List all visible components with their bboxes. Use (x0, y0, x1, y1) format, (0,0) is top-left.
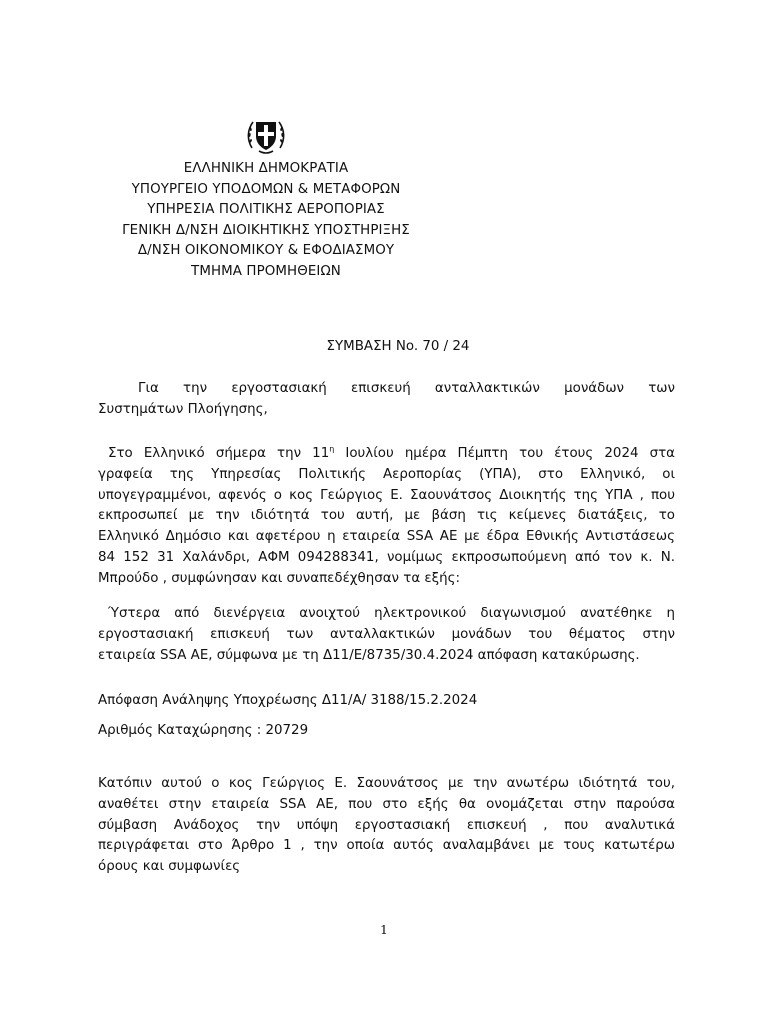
paragraph-line: εργοστασιακή επισκευή των ανταλλακτικών μονάδων του θέματος στην (98, 626, 675, 642)
paragraph-parties (98, 444, 675, 590)
paragraph-line: αναθέτει στην εταιρεία SSA AE, που στο εξής θα ονομάζεται στην παρούσα (98, 796, 675, 812)
header-line-department: ΤΜΗΜΑ ΠΡΟΜΗΘΕΙΩΝ (191, 263, 341, 279)
issuer-header (100, 159, 432, 282)
paragraph-assignment (98, 774, 675, 878)
subject-line: Για την εργοστασιακή επισκευή ανταλλακτικών μονάδων των (138, 381, 675, 396)
header-line-general-directorate: ΓΕΝΙΚΗ Δ/ΝΣΗ ΔΙΟΙΚΗΤΙΚΗΣ ΥΠΟΣΤΗΡΙΞΗΣ (122, 222, 410, 238)
paragraph-line: σύμβαση Ανάδοχος την υπόψη εργοστασιακή επισκευή , που αναλυτικά (98, 817, 675, 833)
paragraph-line: Κατόπιν αυτού ο κος Γεώργιος Ε. Σαουνάτσος με την ανωτέρω ιδιότητά του, (98, 776, 675, 791)
paragraph-line: Μπρούδο , συμφώνησαν και συναπεδέχθησαν τα εξής: (98, 570, 460, 586)
registration-number: Αριθμός Καταχώρησης : 20729 (98, 723, 309, 738)
paragraph-line: γραφεία της Υπηρεσίας Πολιτικής Αεροπορίας (ΥΠΑ), στο Ελληνικό, οι (98, 466, 675, 482)
greek-coat-of-arms-icon (244, 114, 288, 158)
paragraph-line: εκπροσωπεί με την ιδιότητά του αυτή, με βάση τις κείμενες διατάξεις, το (98, 508, 675, 524)
paragraph-line: υπογεγραμμένοι, αφενός ο κος Γεώργιος Ε. Σαουνάτσος Διοικητής της ΥΠΑ , που (98, 487, 675, 503)
contract-subject (98, 379, 675, 421)
commitment-decision: Απόφαση Ανάληψης Υποχρέωσης Δ11/Α/ 3188/15.2.2024 (98, 693, 478, 708)
paragraph-line: Στο Ελληνικό σήμερα την $11^\eta$ Ιουλίου ημέρα Πέμπτη του έτους 2024 στα (108, 444, 675, 461)
subject-line: Συστημάτων Πλοήγησης, (98, 401, 268, 417)
paragraph-line: 84 152 31 Χαλάνδρι, ΑΦΜ 094288341, νομίμως εκπροσωπούμενη από τον κ. Ν. (98, 549, 675, 565)
paragraph-award (98, 604, 675, 666)
paragraph-line: όρους και συμφωνίες (98, 859, 241, 875)
contract-title: ΣΥΜΒΑΣΗ No. 70 / 24 (326, 339, 470, 354)
page-number: 1 (380, 922, 388, 937)
header-line-directorate: Δ/ΝΣΗ ΟΙΚΟΝΟΜΙΚΟΥ & ΕΦΟΔΙΑΣΜΟΥ (137, 243, 395, 258)
paragraph-line: περιγράφεται στο Άρθρο 1 , την οποία αυτός αναλαμβάνει με τους κατωτέρω (98, 838, 675, 854)
paragraph-line: Ελληνικό Δημόσιο και αφετέρου η εταιρεία SSA AE με έδρα Εθνικής Αντιστάσεως (98, 529, 675, 545)
header-line-country: ΕΛΛΗΝΙΚΗ ΔΗΜΟΚΡΑΤΙΑ (183, 161, 349, 176)
header-line-ministry: ΥΠΟΥΡΓΕΙΟ ΥΠΟΔΟΜΩΝ & ΜΕΤΑΦΟΡΩΝ (131, 181, 401, 197)
paragraph-line: Ύστερα από διενέργεια ανοιχτού ηλεκτρονικού διαγωνισμού ανατέθηκε η (108, 606, 675, 621)
paragraph-line: εταιρεία SSA AE, σύμφωνα με τη Δ11/Ε/8735/30.4.2024 απόφαση κατακύρωσης. (98, 647, 640, 663)
header-line-authority: ΥΠΗΡΕΣΙΑ ΠΟΛΙΤΙΚΗΣ ΑΕΡΟΠΟΡΙΑΣ (147, 202, 385, 217)
